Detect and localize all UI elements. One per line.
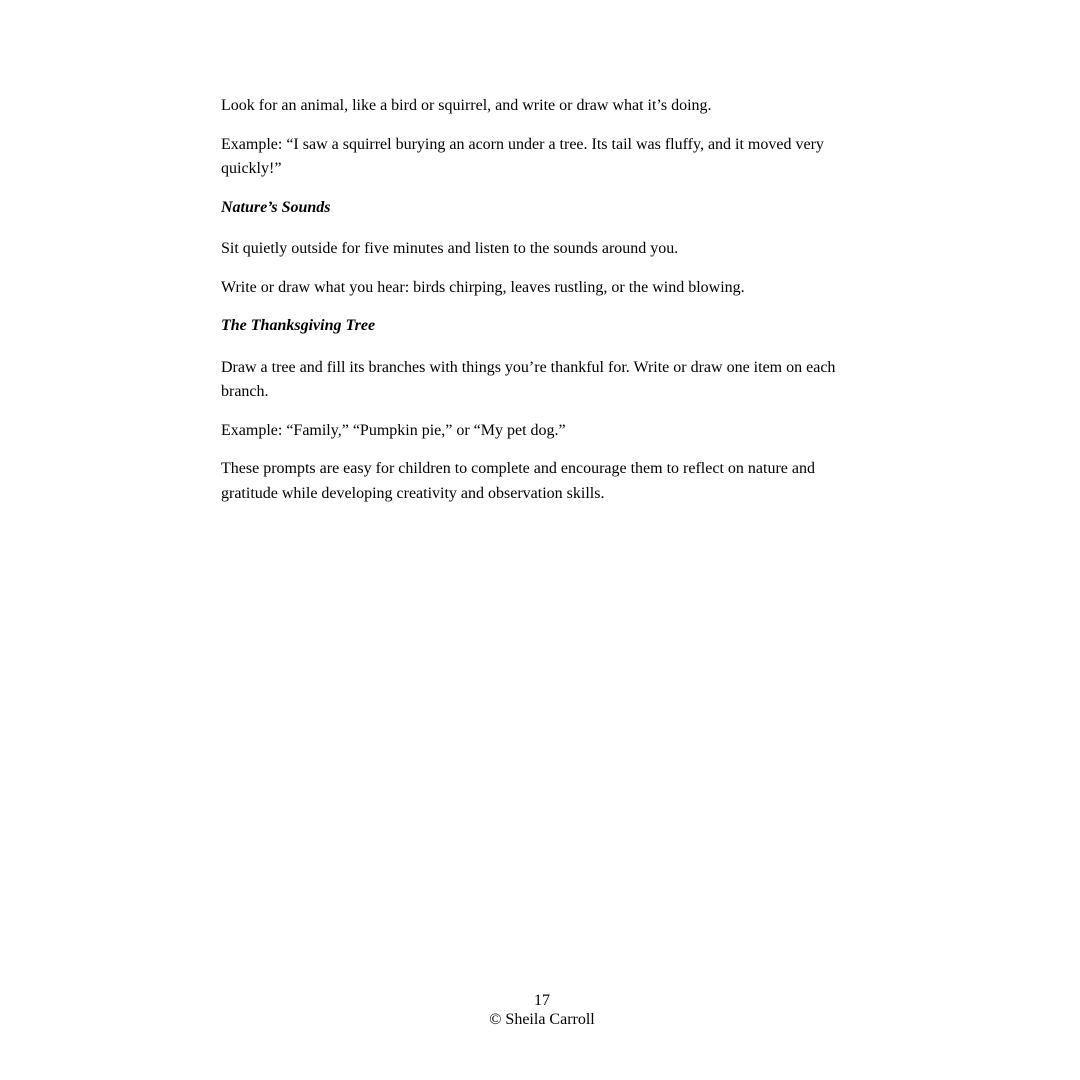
copyright-notice: © Sheila Carroll — [489, 1011, 595, 1028]
example-paragraph: Example: “I saw a squirrel burying an acorn under a tree. Its tail was fluffy, and it moved very quickly!” — [221, 135, 824, 177]
body-paragraph: Write or draw what you hear: birds chirping, leaves rustling, or the wind blowing. — [221, 278, 745, 296]
example-paragraph: Example: “Family,” “Pumpkin pie,” or “My pet dog.” — [221, 421, 566, 439]
page-body — [221, 94, 861, 520]
body-paragraph: Sit quietly outside for five minutes and listen to the sounds around you. — [221, 240, 679, 257]
section-heading-natures-sounds: Nature’s Sounds — [221, 198, 331, 216]
body-paragraph: Draw a tree and fill its branches with things you’re thankful for. Write or draw one item on each branch. — [221, 358, 836, 400]
page-number: 17 — [534, 992, 550, 1009]
section-heading-thanksgiving-tree: The Thanksgiving Tree — [221, 317, 376, 334]
page-footer — [0, 991, 1080, 1029]
body-paragraph: Look for an animal, like a bird or squirrel, and write or draw what it’s doing. — [221, 97, 712, 114]
summary-paragraph: These prompts are easy for children to complete and encourage them to reflect on nature and gratitude while developing creativity and observation skills. — [221, 460, 815, 502]
